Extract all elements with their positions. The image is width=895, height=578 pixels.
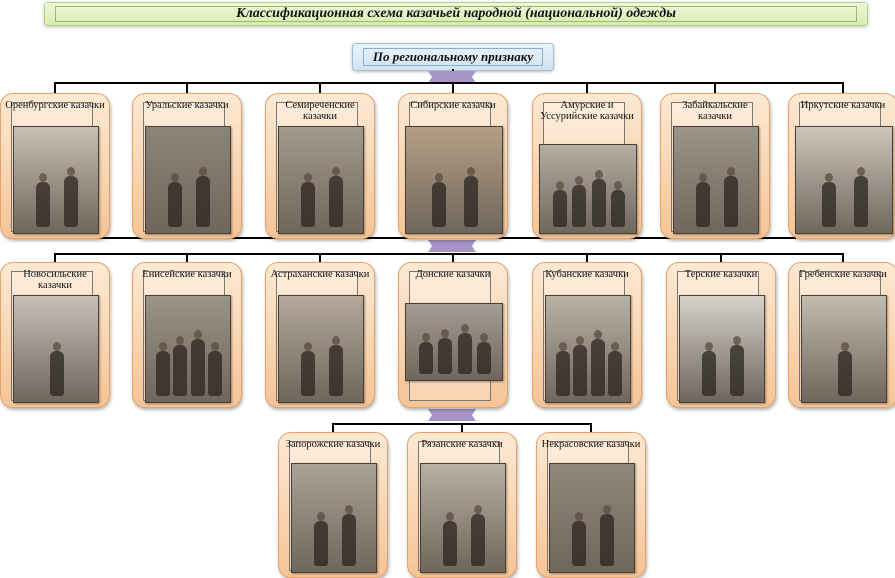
card-label: Запорожские казачки <box>285 439 381 450</box>
category-card <box>407 432 517 578</box>
category-card <box>788 262 895 408</box>
category-card <box>265 262 375 408</box>
costume-photo <box>405 303 503 381</box>
category-card <box>788 93 895 239</box>
card-label: Сибирские казачки <box>410 100 496 111</box>
category-card <box>265 93 375 239</box>
person-figure <box>608 351 622 396</box>
criterion-label: По региональному признаку <box>363 48 543 66</box>
person-figure <box>556 351 570 396</box>
person-figure <box>191 339 205 396</box>
costume-photo <box>278 295 364 403</box>
person-figure <box>196 176 210 227</box>
person-figure <box>573 345 587 396</box>
costume-photo <box>545 295 631 403</box>
costume-photo <box>679 295 765 403</box>
connector-row1-bus <box>54 82 844 84</box>
person-figure <box>600 514 614 566</box>
card-label: Уральские казачки <box>145 100 229 111</box>
category-card <box>536 432 646 578</box>
person-figure <box>301 351 315 396</box>
person-figure <box>443 521 457 566</box>
costume-photo <box>549 463 635 573</box>
category-card <box>0 262 110 408</box>
category-card <box>532 93 642 239</box>
card-label: Некрасовские казачки <box>541 439 641 450</box>
category-card <box>660 93 770 239</box>
category-card <box>132 262 242 408</box>
person-figure <box>314 521 328 566</box>
card-label: Астраханские казачки <box>270 269 370 280</box>
person-figure <box>419 342 433 374</box>
card-label: Забайкальские казачки <box>682 100 748 122</box>
category-card <box>398 262 508 408</box>
person-figure <box>64 176 78 227</box>
category-card <box>666 262 776 408</box>
person-figure <box>592 179 606 227</box>
costume-photo <box>145 126 231 234</box>
person-figure <box>696 182 710 227</box>
costume-photo <box>420 463 506 573</box>
person-figure <box>838 351 852 396</box>
costume-photo <box>795 126 893 234</box>
connector-row2-bus <box>54 253 844 255</box>
card-label: Гребенские казачки <box>799 269 887 280</box>
costume-photo <box>405 126 503 234</box>
category-card <box>278 432 388 578</box>
person-figure <box>329 176 343 227</box>
card-label: Рязанские казачки <box>421 439 503 450</box>
category-card <box>398 93 508 239</box>
costume-photo <box>278 126 364 234</box>
card-label: Донские казачки <box>415 269 491 280</box>
person-figure <box>822 182 836 227</box>
costume-photo <box>673 126 759 234</box>
card-label: Терские казачки <box>684 269 758 280</box>
person-figure <box>301 182 315 227</box>
card-label: Семиреченские казачки <box>285 100 355 122</box>
person-figure <box>477 342 491 374</box>
person-figure <box>208 351 222 396</box>
costume-photo <box>13 126 99 234</box>
costume-photo <box>291 463 377 573</box>
costume-photo <box>539 144 637 234</box>
card-label: Амурские и Уссурийские казачки <box>540 100 634 122</box>
person-figure <box>724 176 738 227</box>
person-figure <box>156 351 170 396</box>
card-label: Иркутские казачки <box>800 100 886 111</box>
card-label: Оренбургские казачки <box>5 100 105 111</box>
card-label: Новосильские казачки <box>23 269 87 291</box>
person-figure <box>471 514 485 566</box>
costume-photo <box>801 295 887 403</box>
card-label: Кубанские казачки <box>545 269 629 280</box>
person-figure <box>36 182 50 227</box>
person-figure <box>702 351 716 396</box>
person-figure <box>168 182 182 227</box>
person-figure <box>553 190 567 227</box>
person-figure <box>432 182 446 227</box>
title-box <box>44 2 868 26</box>
person-figure <box>591 339 605 396</box>
person-figure <box>464 176 478 227</box>
person-figure <box>572 185 586 227</box>
category-card <box>532 262 642 408</box>
person-figure <box>611 190 625 227</box>
person-figure <box>438 338 452 374</box>
person-figure <box>173 345 187 396</box>
category-card <box>132 93 242 239</box>
costume-photo <box>13 295 99 403</box>
card-label: Енисейские казачки <box>142 269 232 280</box>
person-figure <box>730 345 744 396</box>
diagram-title: Классификационная схема казачьей народной (национальной) одежды <box>55 6 857 22</box>
costume-photo <box>145 295 231 403</box>
person-figure <box>854 176 868 227</box>
person-figure <box>329 345 343 396</box>
person-figure <box>572 521 586 566</box>
person-figure <box>458 333 472 374</box>
person-figure <box>342 514 356 566</box>
category-card <box>0 93 110 239</box>
criterion-box <box>352 43 554 71</box>
person-figure <box>50 351 64 396</box>
